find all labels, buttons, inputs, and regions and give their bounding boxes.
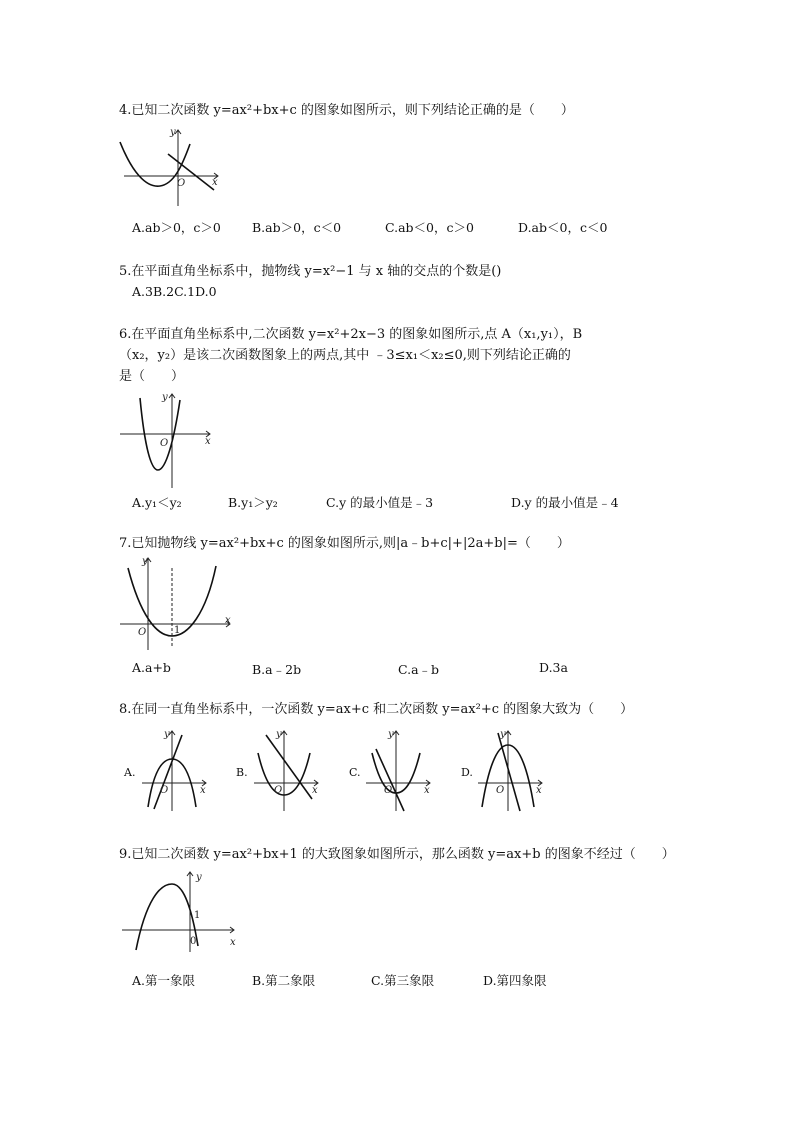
q8d-x-label: x	[536, 785, 542, 796]
q4-origin-label: O	[177, 178, 186, 189]
question-6-stem	[119, 324, 699, 387]
q8-option-c-label[interactable]: C.	[349, 766, 361, 779]
question-6-options	[132, 493, 732, 513]
q8-option-d-label[interactable]: D.	[461, 766, 473, 779]
question-4-stem: 4.已知二次函数 y=ax²+bx+c 的图象如图所示，则下列结论正确的是（ ）	[119, 103, 574, 118]
q6-origin-label: O	[160, 438, 169, 449]
q9-origin-label: 0	[190, 936, 197, 947]
q9-y-label: y	[196, 872, 202, 883]
q8-option-b-graph[interactable]	[250, 727, 322, 815]
q8a-origin-label: O	[160, 785, 169, 796]
q8b-origin-label: O	[274, 785, 283, 796]
q6-option-a[interactable]: A.y₁＜y₂	[132, 495, 182, 510]
q9-option-a[interactable]: A.第一象限	[132, 973, 196, 988]
question-4-graph	[118, 128, 228, 210]
question-6-graph	[118, 392, 218, 492]
q7-x-label: x	[225, 615, 231, 626]
q7-y-label: y	[142, 556, 148, 567]
question-9-stem: 9.已知二次函数 y=ax²+bx+1 的大致图象如图所示，那么函数 y=ax+b 的图象不经过（ ）	[119, 847, 675, 862]
q7-option-d[interactable]: D.3a	[539, 660, 568, 675]
q6-y-label: y	[162, 392, 168, 403]
q6-stem-line-3: 是（ ）	[119, 369, 185, 384]
q9-x-label: x	[230, 937, 236, 948]
q9-option-b[interactable]: B.第二象限	[252, 973, 316, 988]
q4-x-label: x	[212, 177, 218, 188]
q8c-x-label: x	[424, 785, 430, 796]
question-7-graph	[118, 554, 238, 654]
q6-option-b[interactable]: B.y₁＞y₂	[228, 495, 278, 510]
question-9-options	[132, 971, 732, 991]
question-7-stem: 7.已知抛物线 y=ax²+bx+c 的图象如图所示,则|a﹣b+c|+|2a+b|=（ ）	[119, 536, 570, 551]
q4-y-label: y	[170, 127, 176, 138]
q6-x-label: x	[205, 436, 211, 447]
q8a-y-label: y	[164, 729, 170, 740]
question-4-options	[132, 218, 732, 238]
q6-option-c[interactable]: C.y 的最小值是﹣3	[326, 495, 434, 510]
question-7-options	[132, 660, 732, 680]
q7-option-a[interactable]: A.a+b	[132, 660, 171, 675]
q9-one-label: 1	[194, 910, 201, 921]
q4-option-a[interactable]: A.ab＞0，c＞0	[132, 220, 221, 235]
q8-option-a-graph[interactable]	[138, 727, 210, 815]
q8b-y-label: y	[276, 729, 282, 740]
q4-option-c[interactable]: C.ab＜0，c＞0	[385, 220, 474, 235]
q8a-x-label: x	[200, 785, 206, 796]
question-8-stem: 8.在同一直角坐标系中，一次函数 y=ax+c 和二次函数 y=ax²+c 的图象大致为（ ）	[119, 702, 634, 717]
q8c-origin-label: O	[384, 785, 393, 796]
q8-option-b-label[interactable]: B.	[236, 766, 248, 779]
q7-origin-label: O	[138, 627, 147, 638]
q8d-origin-label: O	[496, 785, 505, 796]
question-5-options	[132, 284, 732, 304]
q7-option-b[interactable]: B.a﹣2b	[252, 662, 302, 677]
q4-option-b[interactable]: B.ab＞0，c＜0	[252, 220, 342, 235]
q8-option-d-graph[interactable]	[474, 727, 546, 815]
q6-stem-line-1: 6.在平面直角坐标系中,二次函数 y=x²+2x−3 的图象如图所示,点 A（x₁,y₁），B	[119, 327, 583, 342]
q7-one-label: 1	[174, 625, 181, 636]
q5-options-inline[interactable]: A.3B.2C.1D.0	[132, 284, 217, 299]
question-9-graph	[120, 870, 244, 954]
q6-option-d[interactable]: D.y 的最小值是﹣4	[511, 495, 619, 510]
question-5-stem: 5.在平面直角坐标系中，抛物线 y=x²−1 与 x 轴的交点的个数是()	[119, 264, 502, 279]
q7-option-c[interactable]: C.a﹣b	[398, 662, 440, 677]
q6-stem-line-2: （x₂，y₂）是该二次函数图象上的两点,其中 ﹣3≤x₁＜x₂≤0,则下列结论正确的	[119, 348, 571, 363]
q8b-x-label: x	[312, 785, 318, 796]
q9-option-d[interactable]: D.第四象限	[483, 973, 547, 988]
q8-option-a-label[interactable]: A.	[124, 766, 136, 779]
q8-option-c-graph[interactable]	[362, 727, 434, 815]
q4-option-d[interactable]: D.ab＜0，c＜0	[518, 220, 608, 235]
q8d-y-label: y	[500, 729, 506, 740]
q8c-y-label: y	[388, 729, 394, 740]
q9-option-c[interactable]: C.第三象限	[371, 973, 435, 988]
